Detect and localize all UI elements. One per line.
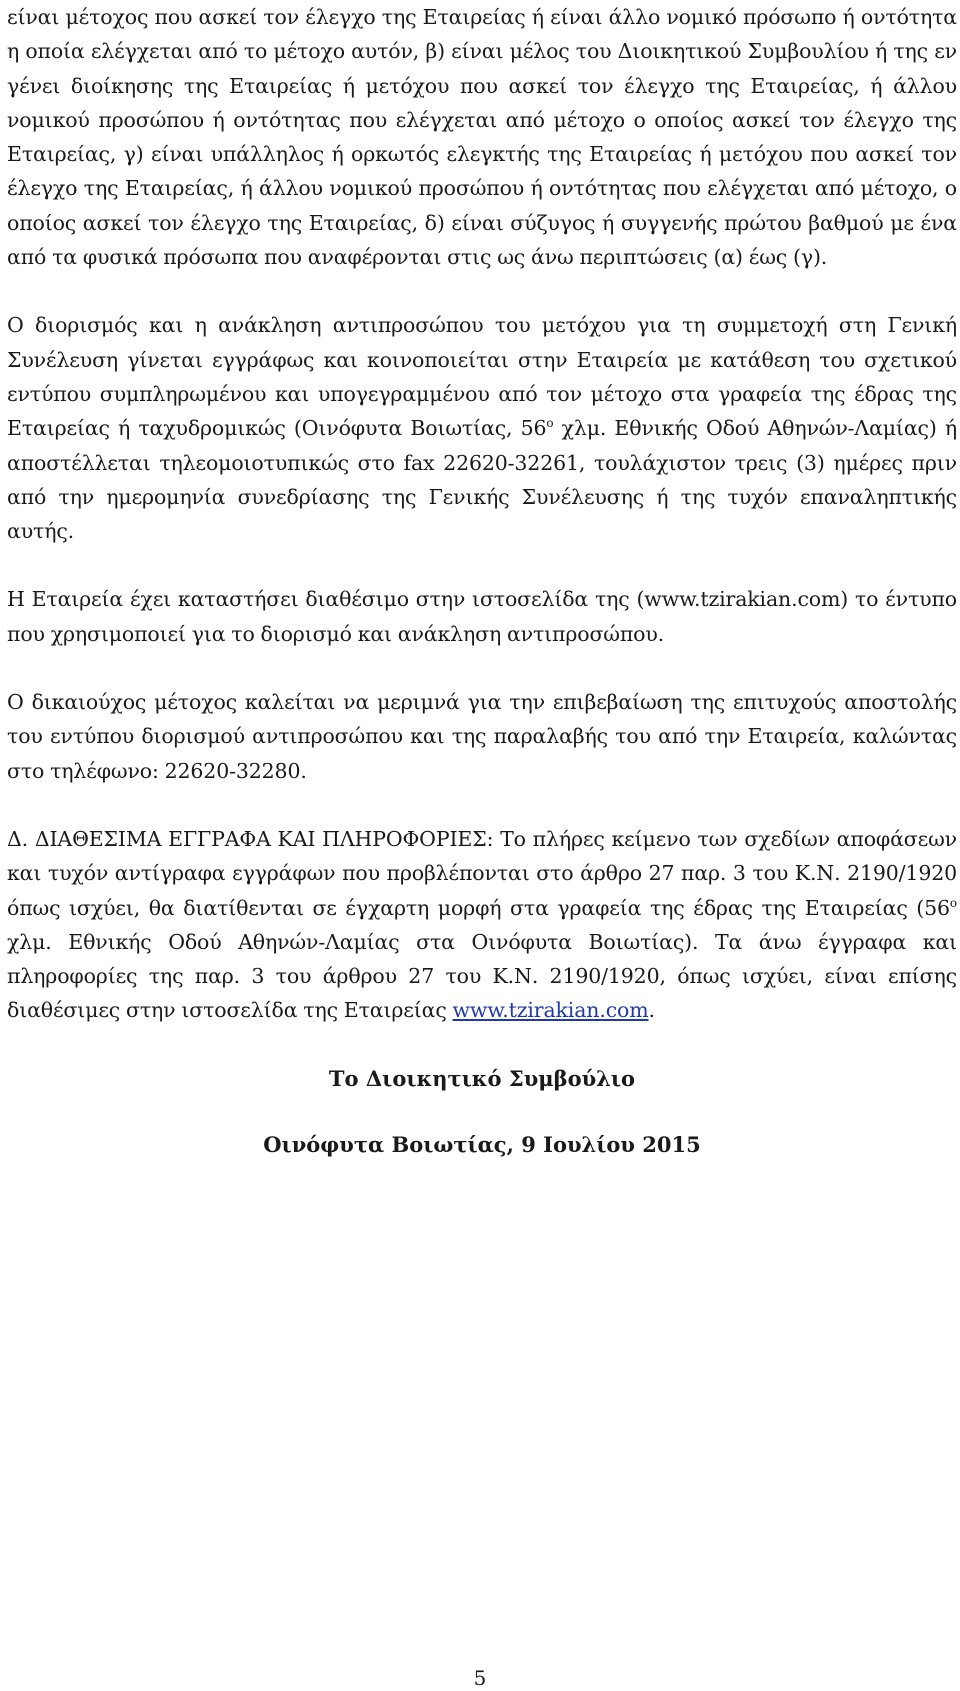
document-page bbox=[7, 0, 957, 1162]
documents-text-part2: χλμ. Εθνικής Οδού Αθηνών-Λαμίας στα Οινόφυτα Βοιωτίας). Τα άνω έγγραφα και πληροφορίες της παρ. 3 του άρθρου 27 του Κ.Ν. 2190/1920, όπως ισχύει, είναι επίσης διαθέσιμες στην ιστοσελίδα της Εταιρείας bbox=[7, 929, 957, 1023]
proxy-text-part1: Ο διορισμός και η ανάκληση αντιπροσώπου του μετόχου για τη συμμετοχή στη Γενική Συνέλευση γίνεται εγγράφως και κοινοποιείται στην Εταιρεία με κατάθεση του σχετικού εντύπου συμπληρωμένου και υπογεγραμμένου από τον μέτοχο στα γραφεία της έδρας της Εταιρείας ή ταχυδρομικώς (Οινόφυτα Βοιωτίας, 56 bbox=[7, 313, 957, 441]
place-and-date: Οινόφυτα Βοιωτίας, 9 Ιουλίου 2015 bbox=[263, 1131, 701, 1157]
board-signature-title: Το Διοικητικό Συμβούλιο bbox=[328, 1065, 636, 1091]
ordinal-superscript: ο bbox=[949, 895, 957, 910]
paragraph-proxy-form-website: Η Εταιρεία έχει καταστήσει διαθέσιμο στην ιστοσελίδα της (www.tzirakian.com) το έντυπο που χρησιμοποιεί για το διορισμό και ανάκληση αντιπροσώπου. bbox=[7, 587, 957, 646]
documents-text-end: . bbox=[648, 998, 655, 1023]
company-website-link[interactable]: www.tzirakian.com bbox=[452, 998, 649, 1023]
ordinal-superscript: ο bbox=[546, 416, 554, 431]
paragraph-shareholder-control: είναι μέτοχος που ασκεί τον έλεγχο της Εταιρείας ή είναι άλλο νομικό πρόσωπο ή οντότητα η οποία ελέγχεται από το μέτοχο αυτόν, β) είναι μέλος του Διοικητικού Συμβουλίου ή της εν γένει διοίκησης της Εταιρείας ή μετόχου που ασκεί τον έλεγχο της Εταιρείας, ή άλλου νομικού προσώπου ή οντότητας που ελέγχεται από μέτοχο ο οποίος ασκεί τον έλεγχο της Εταιρείας, γ) είναι υπάλληλος ή ορκωτός ελεγκτής της Εταιρείας ή μετόχου που ασκεί τον έλεγχο της Εταιρείας, ή άλλου νομικού προσώπου ή οντότητας που ελέγχεται από μέτοχο, ο οποίος ασκεί τον έλεγχο της Εταιρείας, δ) είναι σύζυγος ή συγγενής πρώτου βαθμού με ένα από τα φυσικά πρόσωπα που αναφέρονται στις ως άνω περιπτώσεις (α) έως (γ). bbox=[7, 5, 957, 270]
proxy-text-part2: χλμ. Εθνικής Οδού Αθηνών-Λαμίας) ή αποστέλλεται τηλεομοιοτυπικώς στο fax 22620-32261, τουλάχιστον τρεις (3) ημέρες πριν από την ημερομηνία συνεδρίασης της Γενικής Συνέλευσης ή της τυχόν επαναληπτικής αυτής. bbox=[7, 416, 957, 544]
paragraph-proxy-appointment bbox=[7, 308, 957, 548]
documents-text-part1: Δ. ΔΙΑΘΕΣΙΜΑ ΕΓΓΡΑΦΑ ΚΑΙ ΠΛΗΡΟΦΟΡΙΕΣ: Το πλήρες κείμενο των σχεδίων αποφάσεων και τυχόν αντίγραφα εγγράφων που προβλέπονται στο άρθρο 27 παρ. 3 του Κ.Ν. 2190/1920 όπως ισχύει, θα διατίθενται σε έγχαρτη μορφή στα γραφεία της έδρας της Εταιρείας (56 bbox=[7, 826, 957, 920]
paragraph-confirmation-phone: Ο δικαιούχος μέτοχος καλείται να μεριμνά για την επιβεβαίωση της επιτυχούς αποστολής του εντύπου διορισμού αντιπροσώπου και της παραλαβής του από την Εταιρεία, καλώντας στο τηλέφωνο: 22620-32280. bbox=[7, 690, 957, 783]
paragraph-available-documents bbox=[7, 822, 957, 1028]
page-number: 5 bbox=[473, 1666, 487, 1690]
